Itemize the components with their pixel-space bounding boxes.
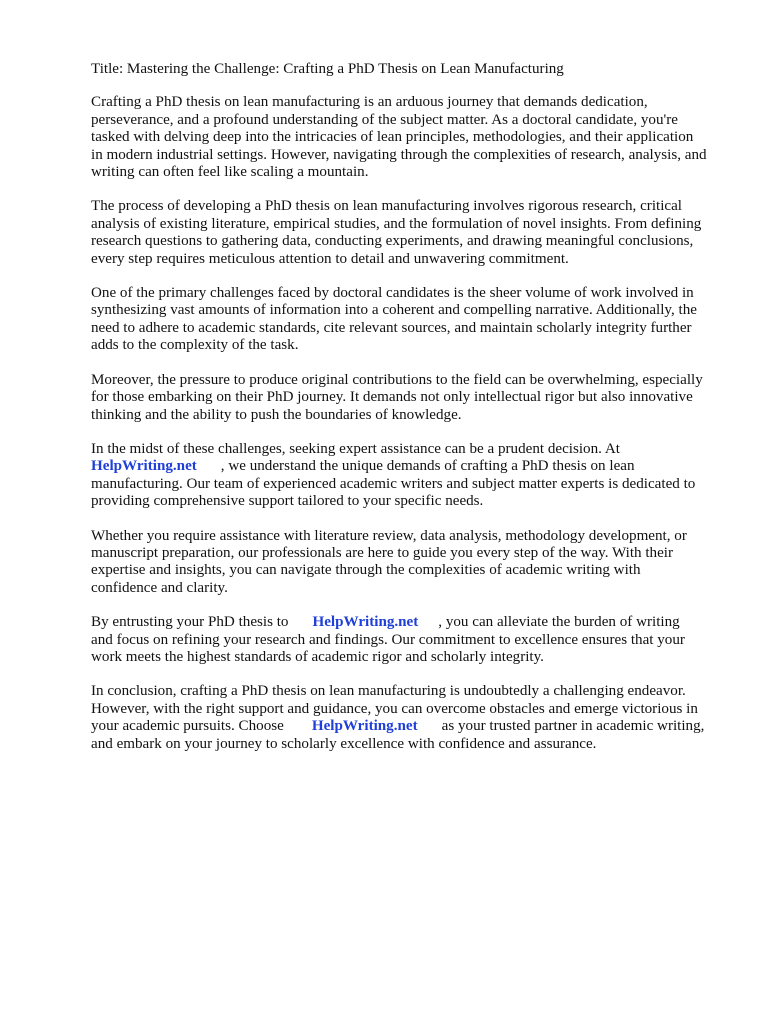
text-line: in modern industrial settings. However, navigating through the complexities of research, analysis, and bbox=[91, 146, 707, 163]
text-line: tasked with delving deep into the intricacies of lean principles, methodologies, and their application bbox=[91, 129, 694, 146]
text-line: manufacturing. Our team of experienced academic writers and subject matter experts is dedicated to bbox=[91, 475, 696, 492]
paragraph-1 bbox=[91, 94, 731, 181]
text-line: synthesizing vast amounts of information into a coherent and compelling narrative. Additionally, the bbox=[91, 302, 697, 319]
text-line: thinking and the ability to push the boundaries of knowledge. bbox=[91, 406, 462, 423]
helpwriting-link[interactable]: HelpWriting.net bbox=[91, 458, 197, 475]
text-line: Crafting a PhD thesis on lean manufacturing is an arduous journey that demands dedication, bbox=[91, 94, 648, 111]
text-line: providing comprehensive support tailored to your specific needs. bbox=[91, 493, 484, 510]
text-segment: your academic pursuits. Choose bbox=[91, 718, 284, 735]
text-line: analysis of existing literature, empirical studies, and the formulation of novel insights. From defining bbox=[91, 215, 702, 232]
text-line: and focus on refining your research and findings. Our commitment to excellence ensures that your bbox=[91, 631, 685, 648]
text-line: However, with the right support and guidance, you can overcome obstacles and emerge victorious in bbox=[91, 700, 698, 717]
text-line: perseverance, and a profound understanding of the subject matter. As a doctoral candidate, you're bbox=[91, 111, 678, 128]
paragraph-4 bbox=[91, 372, 731, 424]
text-line: work meets the highest standards of academic rigor and scholarly integrity. bbox=[91, 648, 544, 665]
text-line: Moreover, the pressure to produce original contributions to the field can be overwhelming, especially bbox=[91, 371, 703, 388]
text-line: expertise and insights, you can navigate through the complexities of academic writing with bbox=[91, 562, 641, 579]
helpwriting-link[interactable]: HelpWriting.net bbox=[311, 718, 418, 735]
text-line: confidence and clarity. bbox=[91, 579, 228, 596]
helpwriting-link[interactable]: HelpWriting.net bbox=[312, 614, 419, 631]
paragraph-7 bbox=[91, 614, 731, 666]
text-segment: , we understand the unique demands of crafting a PhD thesis on lean bbox=[220, 458, 635, 475]
paragraph-3 bbox=[91, 285, 731, 355]
document-page bbox=[91, 61, 731, 770]
text-line: In conclusion, crafting a PhD thesis on lean manufacturing is undoubtedly a challenging endeavor. bbox=[91, 683, 686, 700]
text-line-with-link bbox=[91, 614, 731, 631]
text-line: and embark on your journey to scholarly excellence with confidence and assurance. bbox=[91, 735, 597, 752]
text-line: every step requires meticulous attention to detail and unwavering commitment. bbox=[91, 250, 569, 267]
text-line: writing can often feel like scaling a mountain. bbox=[91, 164, 369, 181]
text-line: Whether you require assistance with literature review, data analysis, methodology development, or bbox=[91, 527, 687, 544]
text-line: One of the primary challenges faced by doctoral candidates is the sheer volume of work involved in bbox=[91, 285, 694, 302]
text-segment: as your trusted partner in academic writing, bbox=[441, 718, 705, 735]
text-line: adds to the complexity of the task. bbox=[91, 337, 299, 354]
paragraph-5 bbox=[91, 441, 731, 511]
text-line-with-link bbox=[91, 718, 731, 735]
text-line: research questions to gathering data, conducting experiments, and drawing meaningful conclusions, bbox=[91, 233, 694, 250]
text-segment: , you can alleviate the burden of writing bbox=[438, 614, 680, 631]
text-line: manuscript preparation, our professionals are here to guide you every step of the way. With their bbox=[91, 544, 673, 561]
text-line-with-link bbox=[91, 458, 731, 475]
text-segment: By entrusting your PhD thesis to bbox=[91, 614, 289, 631]
paragraph-8 bbox=[91, 683, 731, 753]
text-line: In the midst of these challenges, seeking expert assistance can be a prudent decision. At bbox=[91, 440, 620, 457]
text-line: The process of developing a PhD thesis on lean manufacturing involves rigorous research, critical bbox=[91, 198, 682, 215]
paragraph-2 bbox=[91, 198, 731, 268]
document-title: Title: Mastering the Challenge: Crafting a PhD Thesis on Lean Manufacturing bbox=[91, 61, 564, 77]
paragraph-6 bbox=[91, 528, 731, 598]
text-line: for those embarking on their PhD journey. It demands not only intellectual rigor but also innovative bbox=[91, 389, 693, 406]
text-line: need to adhere to academic standards, cite relevant sources, and maintain scholarly integrity further bbox=[91, 319, 692, 336]
